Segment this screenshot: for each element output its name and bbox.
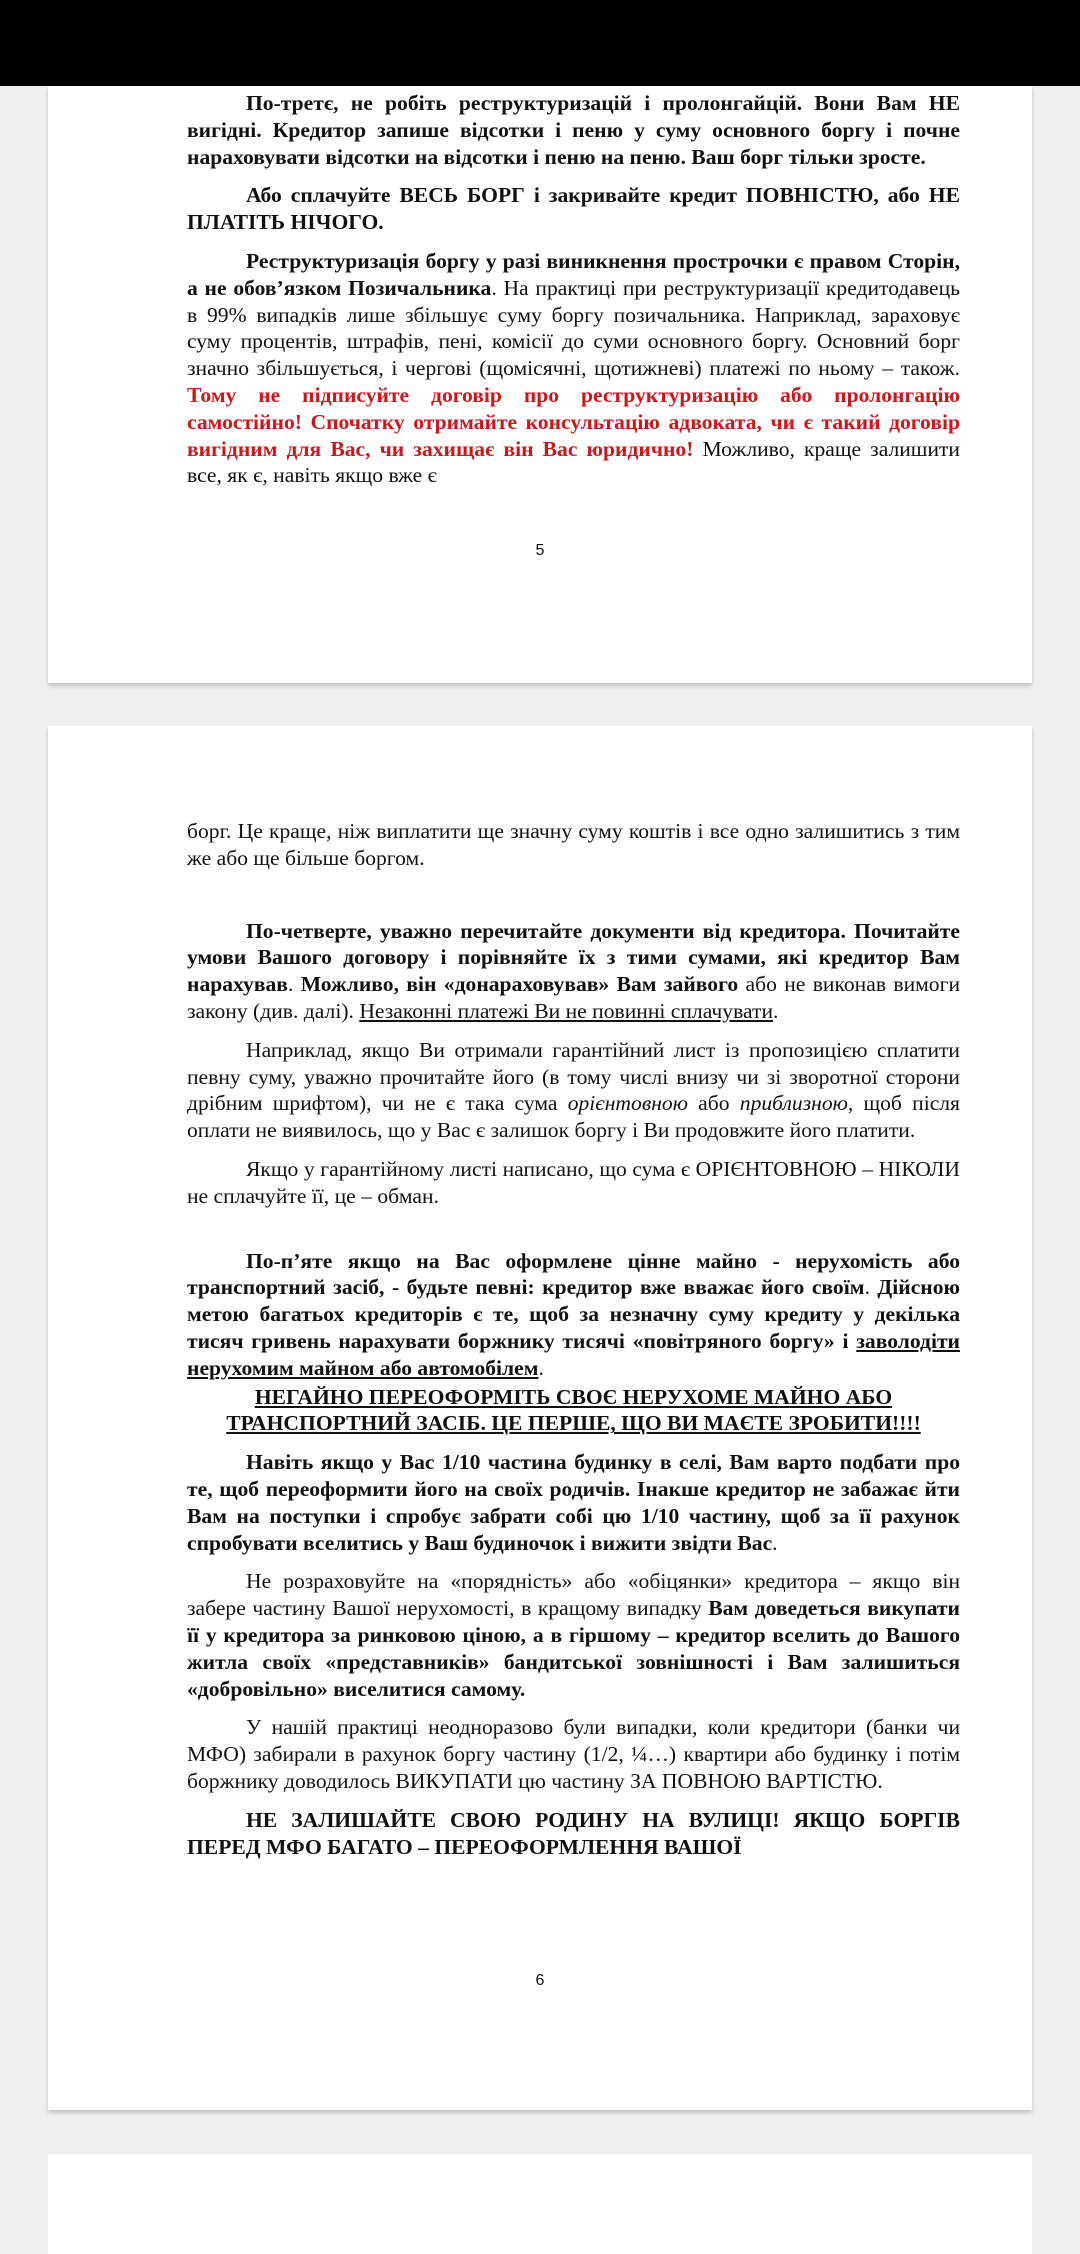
document-page-7-partial xyxy=(48,2154,1032,2254)
heading-reregister-property: НЕГАЙНО ПЕРЕОФОРМІТЬ СВОЄ НЕРУХОМЕ МАЙНО АБО ТРАНСПОРТНИЙ ЗАСІБ. ЦЕ ПЕРШЕ, ЩО ВИ МАЄТЕ ЗРОБИТИ!!!! xyxy=(226,1384,921,1436)
paragraph-fifth-property: По-п’яте якщо на Вас оформлене цінне майно - нерухомість або транспортний засіб, - будьте певні: кредитор вже вважає його своїм. Дійсною метою багатьох кредиторів є те, щоб за незначну суму кредиту у декілька тисяч гривень нарахувати боржнику тисячі «повітряного боргу» і заволодіти нерухомим майном або автомобілем. xyxy=(187,1248,961,1380)
status-bar xyxy=(0,0,1080,86)
paragraph-guarantee-letter: Наприклад, якщо Ви отримали гарантійний лист із пропозицією сплатити певну суму, уважно прочитайте його (в тому числі внизу чи зі зворотної сторони дрібним шрифтом), чи не є така сума орієнтовною або приблизною, щоб після оплати не виявилось, що у Вас є залишок боргу і Ви продовжите його платити. xyxy=(187,1037,960,1143)
document-page-5 xyxy=(48,86,1032,683)
paragraph-pay-all-or-nothing: Або сплачуйте ВЕСЬ БОРГ і закривайте кредит ПОВНІСТЮ, або НЕ ПЛАТІТЬ НІЧОГО. xyxy=(187,183,960,235)
paragraph-restructuring-right: Реструктуризація боргу у разі виникнення прострочки є правом Сторін, а не обов’язком Позичальника. На практиці при реструктуризації кредитодавець в 99% випадків лише збільшує суму боргу позичальника. Наприклад, зараховує суму процентів, штрафів, пені, комісії до суми основного боргу. Основний борг значно збільшується, і чергові (щомісячні, щотижневі) платежі по ньому – також. Тому не підписуйте договір про реструктуризацію або пролонгацію самостійно! Спочатку отримайте консультацію адвоката, чи є такий договір вигідним для Вас, чи захищає він Вас юридично! Можливо, краще залишити все, як є, навіть якщо вже є xyxy=(187,248,960,488)
paragraph-fourth-check-documents: По-четверте, уважно перечитайте документи від кредитора. Почитайте умови Вашого договору і порівняйте їх з тими сумами, які кредитор Вам нарахував. Можливо, він «донараховував» Вам зайвого або не виконав вимоги закону (див. далі). Незаконні платежі Ви не повинні сплачувати. xyxy=(187,918,961,1023)
paragraph-approximate-sum: Якщо у гарантійному листі написано, що сума є ОРІЄНТОВНОЮ – НІКОЛИ не сплачуйте її, це – обман. xyxy=(187,1156,960,1208)
paragraph-one-tenth-house: Навіть якщо у Вас 1/10 частина будинку в селі, Вам варто подбати про те, щоб переоформити його на своїх родичів. Інакше кредитор не забажає йти Вам на поступки і спробує забрати собі цю 1/10 частину, щоб за її рахунок спробувати вселитись у Ваш будиночок і вижити звідти Вас. xyxy=(187,1450,960,1555)
page-number: 5 xyxy=(535,542,545,559)
paragraph-restructuring-warning: По-третє, не робіть реструктуризацій і пролонгайцій. Вони Вам НЕ вигідні. Кредитор запише відсотки і пеню у суму основного боргу і почне нараховувати відсотки на відсотки і пеню на пеню. Ваш борг тільки зросте. xyxy=(187,91,960,169)
page-5-text xyxy=(187,90,960,489)
paragraph-family-warning: НЕ ЗАЛИШАЙТЕ СВОЮ РОДИНУ НА ВУЛИЦІ! ЯКЩО БОРГІВ ПЕРЕД МФО БАГАТО – ПЕРЕОФОРМЛЕННЯ ВАШОЇ xyxy=(187,1807,960,1859)
page-number: 6 xyxy=(535,1972,545,1989)
document-page-6 xyxy=(48,726,1032,2110)
paragraph-continuation: борг. Це краще, ніж виплатити ще значну суму коштів і все одно залишитись з тим же або ще більше боргом. xyxy=(187,819,960,870)
paragraph-creditor-promises: Не розраховуйте на «порядність» або «обіцянки» кредитора – якщо він забере частину Вашої нерухомості, в кращому випадку Вам доведеться викупати її у кредитора за ринковою ціною, а в гіршому – кредитор вселить до Вашого житла своїх «представників» бандитської зовнішності і Вам залишиться «добровільно» виселитися самому. xyxy=(187,1569,960,1701)
page-6-text xyxy=(187,818,960,1860)
paragraph-practice-cases: У нашій практиці неодноразово були випадки, коли кредитори (банки чи МФО) забирали в рахунок боргу частину (1/2, ¼…) квартири або будинку і потім боржнику доводилось ВИКУПАТИ цю частину ЗА ПОВНОЮ ВАРТІСТЮ. xyxy=(187,1715,960,1793)
